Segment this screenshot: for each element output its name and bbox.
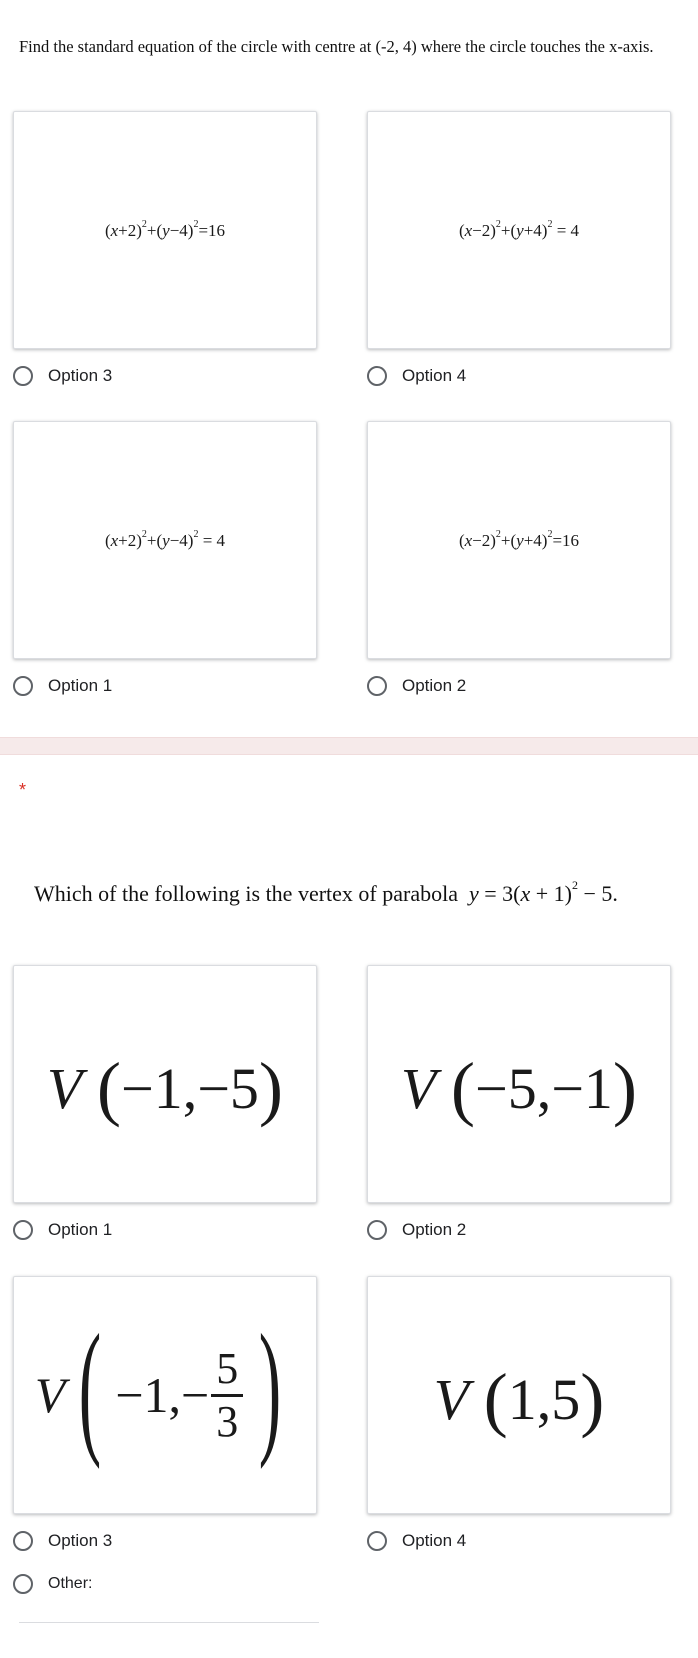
- question-2-text: Which of the following is the vertex of parabola: [34, 881, 458, 906]
- radio-circle-icon[interactable]: [367, 1220, 387, 1240]
- option-image-card[interactable]: [367, 1276, 671, 1514]
- radio-circle-icon[interactable]: [13, 366, 33, 386]
- equation-image: $(x+2)^2+(y-4)^2=16$: [104, 219, 226, 240]
- question-1-title: Find the standard equation of the circle with centre at (-2, 4) where the circle touches the x-axis.: [19, 37, 654, 56]
- equation-image: V (−1,−5): [46, 1046, 284, 1128]
- equation-image: $(x-2)^2+(y+4)^2 = 4$: [458, 219, 580, 240]
- option-label: Option 1: [48, 676, 113, 695]
- option-label: Option 4: [402, 1531, 467, 1550]
- radio-circle-icon[interactable]: [13, 1220, 33, 1240]
- equation-image: V (1,5): [433, 1357, 605, 1439]
- section-divider: [0, 737, 698, 755]
- radio-circle-icon[interactable]: [367, 676, 387, 696]
- required-marker: *: [19, 780, 27, 800]
- equation-image: $(x+2)^2+(y-4)^2 = 4$: [104, 529, 226, 550]
- option-label: Option 3: [48, 366, 113, 385]
- option-label: Option 2: [402, 676, 467, 695]
- option-label: Option 1: [48, 1220, 113, 1239]
- other-text-input[interactable]: [19, 1622, 319, 1623]
- radio-option-1[interactable]: [13, 676, 112, 696]
- option-image-card[interactable]: [13, 111, 317, 349]
- equation-image: V (−5,−1): [400, 1046, 638, 1128]
- radio-option-4[interactable]: [367, 1531, 466, 1551]
- radio-circle-icon[interactable]: [13, 1531, 33, 1551]
- radio-option-other[interactable]: [13, 1574, 92, 1594]
- option-label: Option 2: [402, 1220, 467, 1239]
- radio-option-1[interactable]: [13, 1220, 112, 1240]
- question-2-title: [34, 870, 684, 909]
- option-image-card[interactable]: [367, 965, 671, 1203]
- option-image-card[interactable]: [367, 421, 671, 659]
- radio-option-2[interactable]: [367, 676, 466, 696]
- radio-option-4[interactable]: [367, 366, 466, 386]
- radio-circle-icon[interactable]: [367, 366, 387, 386]
- option-image-card[interactable]: [13, 421, 317, 659]
- option-image-card[interactable]: [13, 965, 317, 1203]
- equation-image: $(x-2)^2+(y+4)^2=16$: [458, 529, 580, 550]
- radio-option-2[interactable]: [367, 1220, 466, 1240]
- option-image-card[interactable]: [367, 111, 671, 349]
- radio-circle-icon[interactable]: [13, 1574, 33, 1594]
- option-label: Option 4: [402, 366, 467, 385]
- radio-circle-icon[interactable]: [367, 1531, 387, 1551]
- radio-option-3[interactable]: [13, 1531, 112, 1551]
- option-label: Other:: [48, 1575, 93, 1592]
- radio-circle-icon[interactable]: [13, 676, 33, 696]
- option-image-card[interactable]: [13, 1276, 317, 1514]
- equation-image: V ( −1,− $\frac{5}{3}$ ): [34, 1304, 282, 1470]
- option-label: Option 3: [48, 1531, 113, 1550]
- parabola-equation: $y = 3(x + 1)^2 - 5$.: [468, 878, 618, 906]
- radio-option-3[interactable]: [13, 366, 112, 386]
